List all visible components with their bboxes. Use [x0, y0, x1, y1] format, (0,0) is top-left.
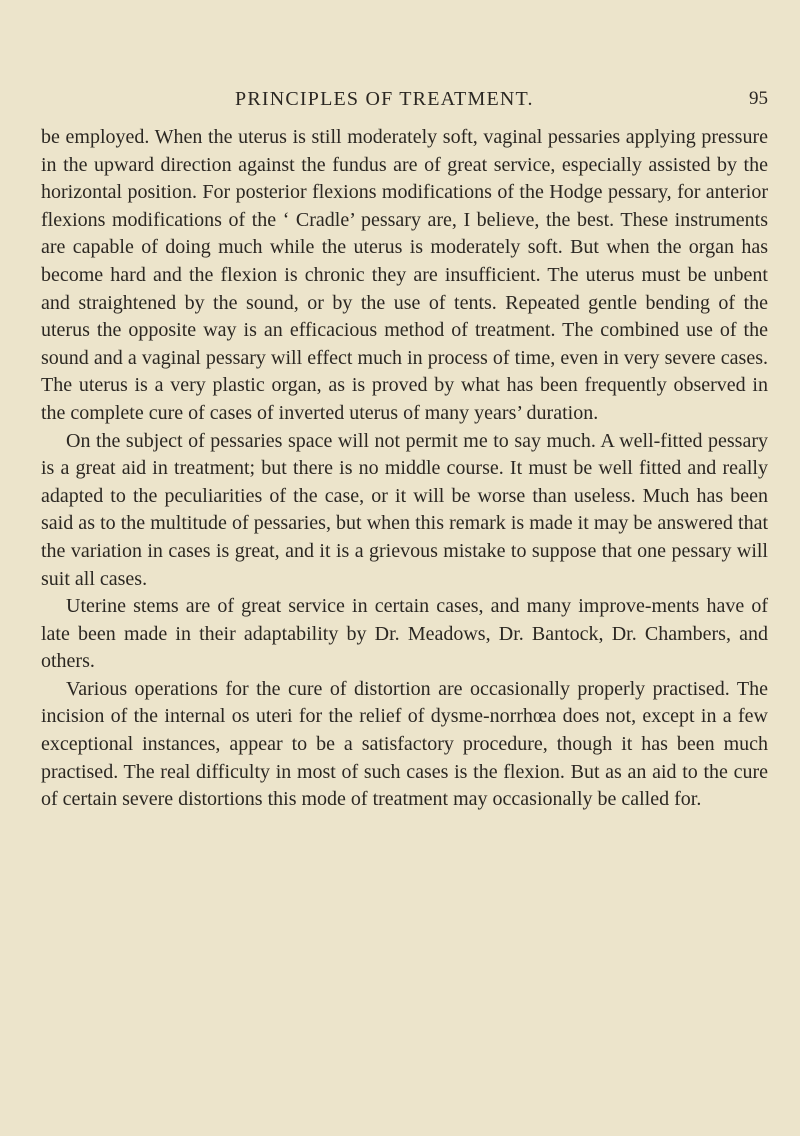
- page-number: 95: [749, 88, 768, 109]
- paragraph: Various operations for the cure of distortion are occasionally properly practised. The incision of the internal os uteri for the relief of dysme-norrhœa does not, except in a few exceptional instances, appear to be a satisfactory procedure, though it has been much practised. The real difficulty in most of such cases is the flexion. But as an aid to the cure of certain severe distortions this mode of treatment may occasionally be called for.: [41, 677, 768, 811]
- page-header: [235, 88, 768, 114]
- paragraph: On the subject of pessaries space will not permit me to say much. A well-fitted pessary is a great aid in treatment; but there is no middle course. It must be well fitted and really adapted to the peculiarities of the case, or it will be worse than useless. Much has been said as to the multitude of pessaries, but when this remark is made it may be answered that the variation in cases is great, and it is a grievous mistake to suppose that one pessary will suit all cases.: [41, 429, 768, 590]
- paragraph: be employed. When the uterus is still moderately soft, vaginal pessaries applying pressure in the upward direction against the fundus are of great service, especially assisted by the horizontal position. For posterior flexions modifications of the Hodge pessary, for anterior flexions modifications of the ‘ Cradle’ pessary are, I believe, the best. These instruments are capable of doing much while the uterus is moderately soft. But when the organ has become hard and the flexion is chronic they are insufficient. The uterus must be unbent and straightened by the sound, or by the use of tents. Repeated gentle bending of the uterus the opposite way is an efficacious method of treatment. The combined use of the sound and a vaginal pessary will effect much in process of time, even in very severe cases. The uterus is a very plastic organ, as is proved by what has been frequently observed in the complete cure of cases of inverted uterus of many years’ duration.: [41, 126, 768, 424]
- paragraph: Uterine stems are of great service in certain cases, and many improve-ments have of late been made in their adaptability by Dr. Meadows, Dr. Bantock, Dr. Chambers, and others.: [41, 595, 768, 673]
- running-head: PRINCIPLES OF TREATMENT.: [235, 88, 534, 110]
- body-text: [41, 124, 768, 814]
